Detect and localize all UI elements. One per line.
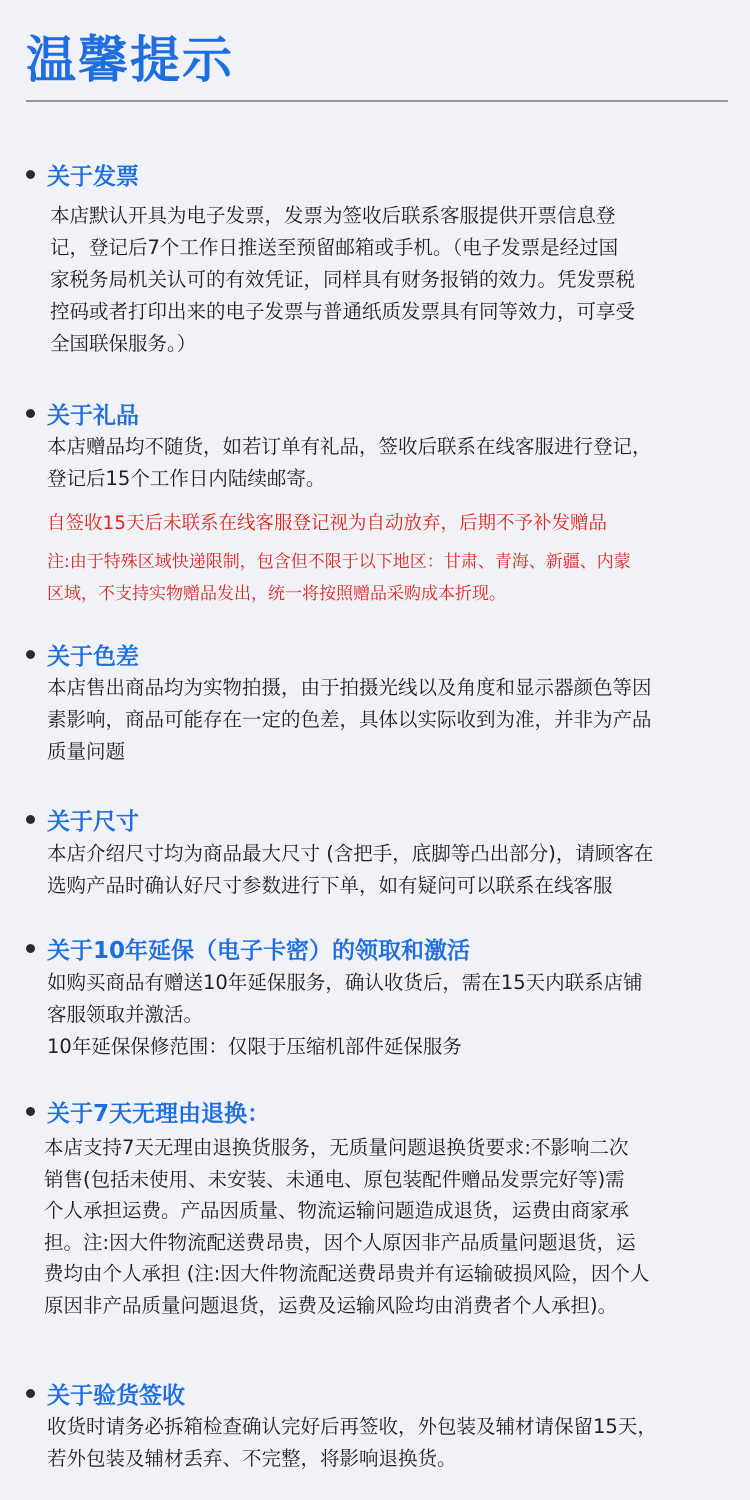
bullet-icon <box>26 815 35 824</box>
section-title: 关于发票 <box>47 163 139 190</box>
gift-region-note <box>47 546 631 610</box>
text-line: 若外包装及辅材丢弃、不完整，将影响退换货。 <box>47 1447 457 1470</box>
section-body <box>47 1411 657 1475</box>
text-line: 区域，不支持实物赠品发出，统一将按照赠品采购成本折现。 <box>47 584 506 604</box>
bullet-icon <box>26 650 35 659</box>
bullet-icon <box>26 944 35 953</box>
section-title: 关于验货签收 <box>47 1382 185 1409</box>
section-heading <box>26 396 139 430</box>
section-heading <box>26 931 470 965</box>
text-line: 登记后15个工作日内陆续邮寄。 <box>47 467 326 490</box>
section-heading <box>26 1094 270 1128</box>
text-line: 注:由于特殊区域快递限制，包含但不限于以下地区：甘肃、青海、新疆、内蒙 <box>47 552 631 572</box>
text-line: 素影响，商品可能存在一定的色差，具体以实际收到为准，并非为产品 <box>47 708 652 731</box>
text-line: 本店默认开具为电子发票，发票为签收后联系客服提供开票信息登 <box>50 204 616 227</box>
bullet-icon <box>26 1107 35 1116</box>
text-line: 控码或者打印出来的电子发票与普通纸质发票具有同等效力，可享受 <box>50 300 636 323</box>
text-line: 收货时请务必拆箱检查确认完好后再签收，外包装及辅材请保留15天， <box>47 1415 657 1438</box>
section-title: 关于尺寸 <box>47 808 139 835</box>
text-line: 记，登记后7个工作日推送至预留邮箱或手机。（电子发票是经过国 <box>50 236 619 259</box>
section-body <box>44 1132 649 1321</box>
bullet-icon <box>26 170 35 179</box>
text-line: 担。注:因大件物流配送费昂贵，因个人原因非产品质量问题退货，运 <box>44 1230 636 1254</box>
text-line: 客服领取并激活。 <box>47 1003 204 1026</box>
text-line: 10年延保保修范围：仅限于压缩机部件延保服务 <box>47 1035 462 1058</box>
text-line: 费均由个人承担 (注:因大件物流配送费昂贵并有运输破损风险，因个人 <box>44 1262 650 1285</box>
section-body <box>47 838 653 902</box>
title-divider <box>26 100 728 102</box>
section-title: 关于色差 <box>47 643 139 670</box>
bullet-icon <box>26 409 35 418</box>
text-line: 如购买商品有赠送10年延保服务，确认收货后，需在15天内联系店铺 <box>47 971 643 994</box>
section-body <box>47 672 652 768</box>
bullet-icon <box>26 1389 35 1398</box>
section-title: 关于10年延保（电子卡密）的领取和激活 <box>47 937 471 964</box>
text-line: 选购产品时确认好尺寸参数进行下单，如有疑问可以联系在线客服 <box>47 874 613 897</box>
section-body <box>50 200 635 360</box>
text-line: 本店赠品均不随货，如若订单有礼品，签收后联系在线客服进行登记， <box>47 435 652 458</box>
section-heading <box>26 637 139 671</box>
text-line: 原因非产品质量问题退货，运费及运输风险均由消费者个人承担)。 <box>44 1293 618 1317</box>
text-line: 质量问题 <box>47 740 126 763</box>
text-line: 个人承担运费。产品因质量、物流运输问题造成退货，运费由商家承 <box>44 1199 630 1222</box>
page-title: 温馨提示 <box>26 31 234 89</box>
section-heading <box>26 1376 185 1410</box>
section-title: 关于7天无理由退换： <box>47 1100 271 1127</box>
text-line: 本店支持7天无理由退换货服务，无质量问题退换货要求:不影响二次 <box>44 1136 629 1159</box>
text-line: 销售(包括未使用、未安装、未通电、原包装配件赠品发票完好等)需 <box>44 1167 625 1191</box>
section-heading <box>26 802 139 836</box>
text-line: 全国联保服务。） <box>50 332 197 355</box>
section-heading <box>26 157 139 191</box>
text-line: 本店售出商品均为实物拍摄，由于拍摄光线以及角度和显示器颜色等因 <box>47 676 652 699</box>
gift-warning: 自签收15天后未联系在线客服登记视为自动放弃，后期不予补发赠品 <box>47 513 608 534</box>
text-line: 家税务局机关认可的有效凭证，同样具有财务报销的效力。凭发票税 <box>50 268 636 291</box>
text-line: 本店介绍尺寸均为商品最大尺寸 (含把手，底脚等凸出部分)，请顾客在 <box>47 842 654 865</box>
section-body <box>47 967 643 1063</box>
section-body <box>47 431 652 495</box>
section-title: 关于礼品 <box>47 402 139 429</box>
